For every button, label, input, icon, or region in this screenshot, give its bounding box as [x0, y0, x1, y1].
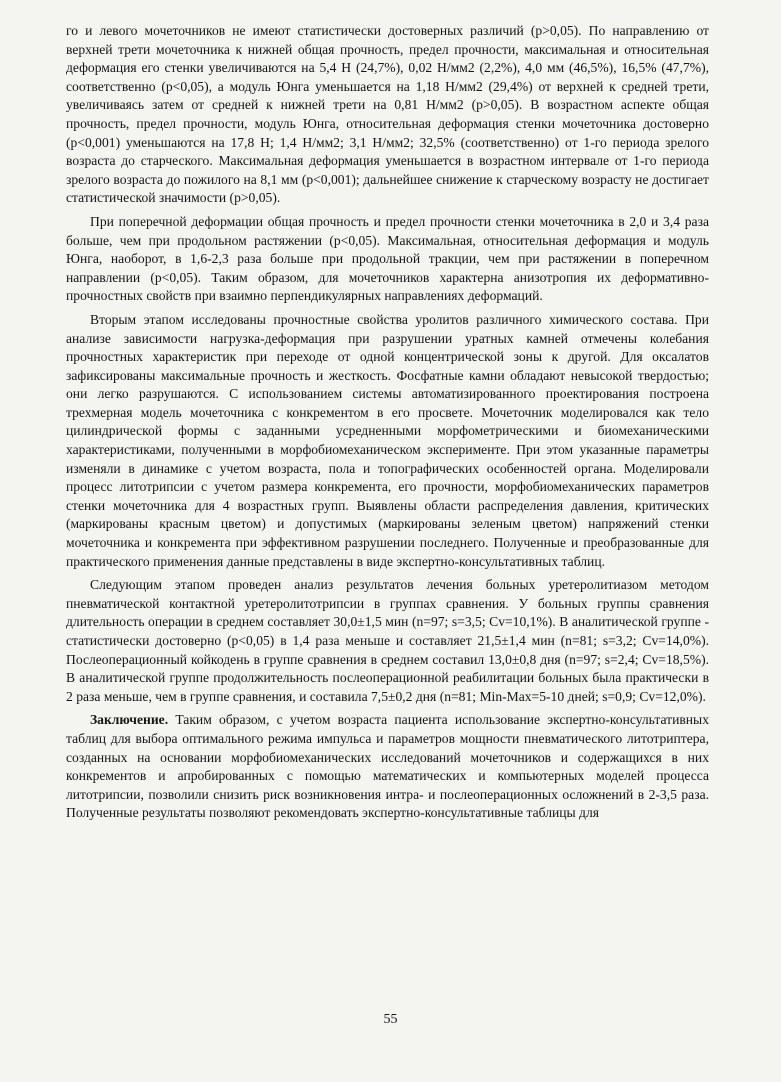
conclusion-label: Заключение. — [90, 712, 169, 728]
paragraph-1: го и левого мочеточников не имеют статистически достоверных различий (p>0,05). По направлению от верхней трети мочеточника к нижней общая прочность, предел прочности, максимальная и относительная деформация его стенки увеличиваются на 5,4 Н (24,7%), 0,02 Н/мм2 (2,2%), 4,0 мм (46,5%), 16,5% (47,7%), соответственно (p<0,05), а модуль Юнга уменьшается на 1,18 Н/мм2 (29,4%) от верхней к средней трети, увеличиваясь затем от средней к нижней трети на 0,81 Н/мм2 (p>0,05). В возрастном аспекте общая прочность, предел прочности, модуль Юнга, относительная деформация стенки мочеточника достоверно (p<0,001) уменьшаются на 17,8 Н; 1,4 Н/мм2; 3,1 Н/мм2; 32,5% (соответственно) от 1-го периода зрелого возраста до старческого. Максимальная деформация уменьшается в возрастном интервале от 1-го периода зрелого возраста до пожилого на 8,1 мм (p<0,001); дальнейшее снижение к старческому возрасту не достигает статистической значимости (p>0,05). — [66, 23, 709, 206]
page-number: 55 — [383, 1012, 398, 1027]
conclusion-paragraph — [66, 711, 709, 823]
conclusion-text: Таким образом, с учетом возраста пациента использование экспертно-консультативных таблиц для выбора оптимального режима импульса и параметров мощности пневматического литотриптера, созданных на основании морфобиомеханических исследований мочеточников и содержащихся в них конкрементов и апробированных с помощью математических и компьютерных моделей процесса литотрипсии, позволили снизить риск возникновения интра- и послеоперационных осложнений в 2-3,5 раза. Полученные результаты позволяют рекомендовать экспертно-консультативные таблицы для — [66, 712, 709, 821]
paragraph-4: Следующим этапом проведен анализ результатов лечения больных уретеролитиазом методом пневматической контактной уретеролитотрипсии в группах сравнения. У больных группы сравнения длительность операции в среднем составляет 30,0±1,5 мин (n=97; s=3,5; Cv=10,1%). В аналитической группе - статистически достоверно (p<0,05) в 1,4 раза меньше и составляет 21,5±1,4 мин (n=81; s=3,2; Cv=14,0%). Послеоперационный койкодень в группе сравнения в среднем составил 13,0±0,8 дня (n=97; s=2,4; Cv=18,5%). В аналитической группе продолжительность послеоперационной реабилитации больных была практически в 2 раза меньше, чем в группе сравнения, и составила 7,5±0,2 дня (n=81; Min-Max=5-10 дней; s=0,9; Cv=12,0%). — [66, 577, 709, 704]
body-text — [66, 22, 709, 823]
paragraph-3: Вторым этапом исследованы прочностные свойства уролитов различного химического состава. При анализе зависимости нагрузка-деформация при разрушении уратных камней отмечены колебания прочностных характеристик при переходе от одной концентрической зоны к другой. Для оксалатов зафиксированы максимальные прочность и жесткость. Фосфатные камни обладают невысокой твердостью; они легко разрушаются. С использованием системы автоматизированного проектирования построена трехмерная модель мочеточника с конкрементом в его просвете. Мочеточник моделировался как тело цилиндрической формы с заданными усредненными морфометрическими и биомеханическими характеристиками, полученными в морфобиомеханическом эксперименте. При этом указанные параметры изменяли в динамике с учетом возраста, пола и топографических особенностей органа. Моделировали процесс литотрипсии с учетом размера конкремента, его прочности, морфобиомеханических параметров стенки мочеточника для 4 возрастных групп. Выявлены области распределения давления, критических (маркированы красным цветом) и допустимых (маркированы зеленым цветом) напряжений стенки мочеточника и конкремента при эффективном разрушении последнего. Полученные и преобразованные для практического применения данные представлены в виде экспертно-консультативных таблиц. — [66, 311, 709, 569]
paragraph-2: При поперечной деформации общая прочность и предел прочности стенки мочеточника в 2,0 и 3,4 раза больше, чем при продольном растяжении (p<0,05). Максимальная, относительная деформация и модуль Юнга, наоборот, в 1,6-2,3 раза больше при продольной тракции, чем при растяжении в поперечном направлении (p<0,05). Таким образом, для мочеточников характерна анизотропия их деформативно-прочностных свойств при взаимно перпендикулярных направлениях деформаций. — [66, 213, 709, 304]
